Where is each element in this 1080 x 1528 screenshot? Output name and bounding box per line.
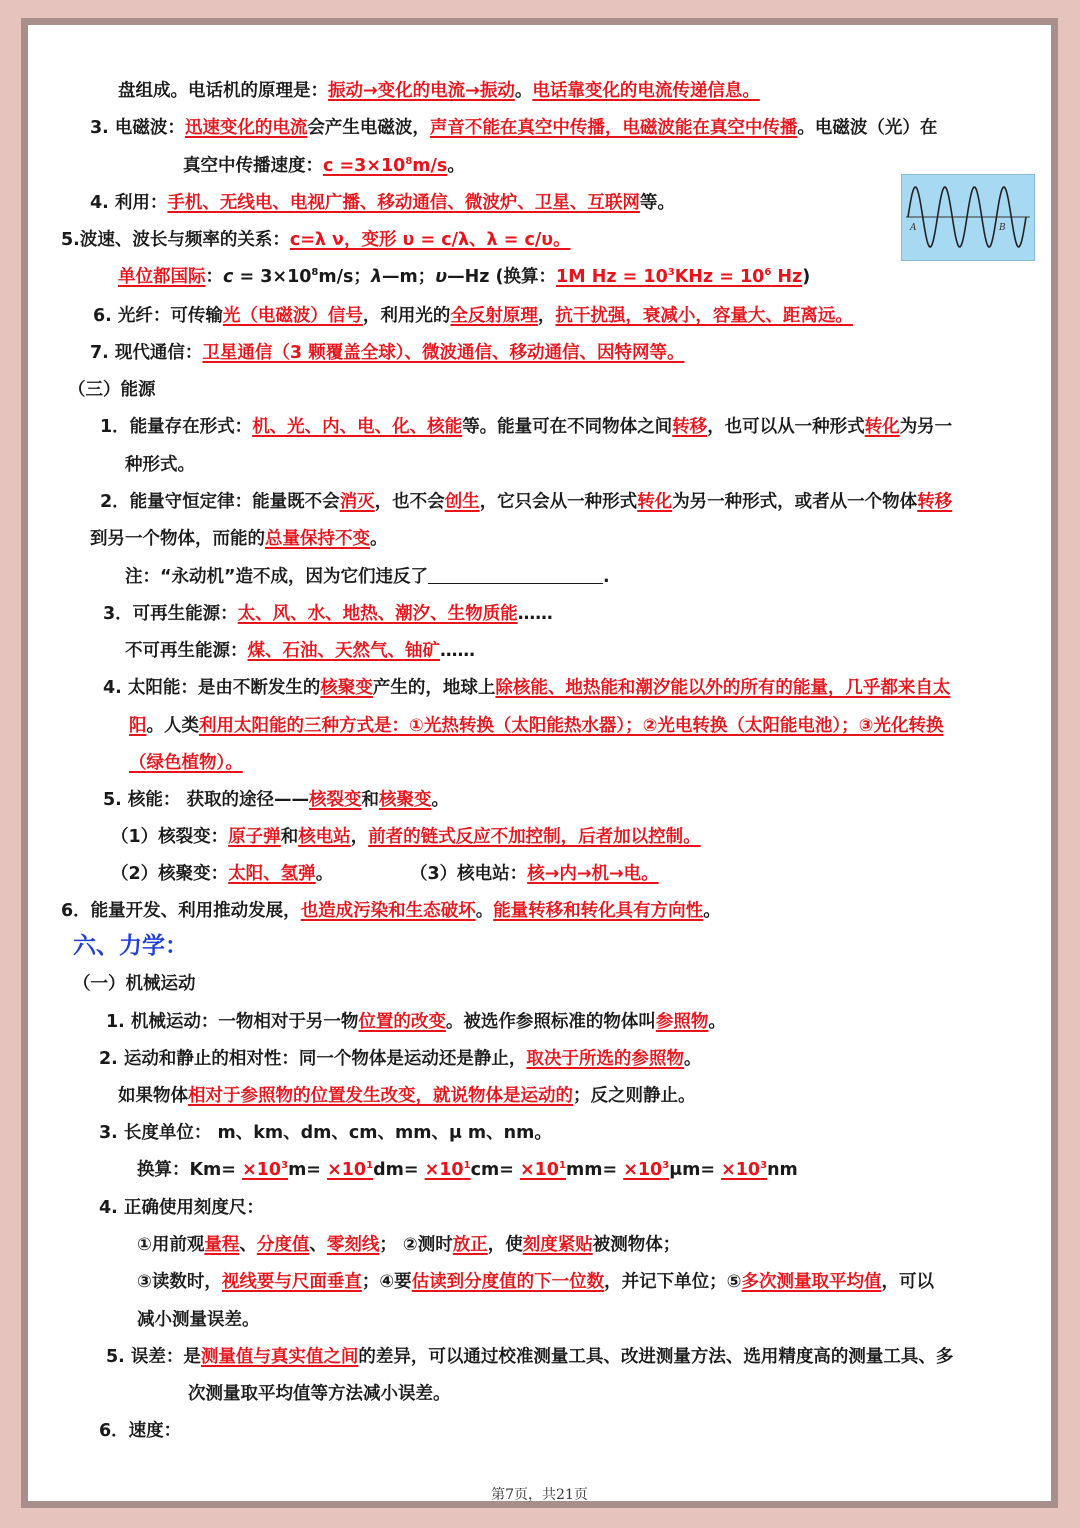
text-line: 2．能量守恒定律：能量既不会消灭，也不会创生，它只会从一种形式转化为另一种形式，或者从一个物体转移 [100,492,953,512]
text-line: 次测量取平均值等方法减小误差。 [188,1384,451,1404]
wave-label-b: B [999,223,1006,233]
section-heading: （三）能源 [68,380,156,400]
text-line: 种形式。 [125,455,195,475]
chapter-heading: 六、力学： [73,933,188,959]
text-line: 盘组成。电话机的原理是：振动→变化的电流→振动。电话靠变化的电流传递信息。 [118,81,760,101]
text-line: 4. 正确使用刻度尺： [99,1198,264,1218]
text-line: （1）核裂变：原子弹和核电站，前者的链式反应不加控制，后者加以控制。 [111,827,701,847]
text-line: 6．能量开发、利用推动发展，也造成污染和生态破坏。能量转移和转化具有方向性。 [61,901,721,921]
text-line: 3．可再生能源：太、风、水、地热、潮汐、生物质能…… [103,604,553,624]
text-line: 5.波速、波长与频率的关系：c=λ ν，变形 υ = c/λ、λ = c/υ。 [61,230,571,250]
text-line: （3）核电站：核→内→机→电。 [410,864,659,884]
text-line: 如果物体相对于参照物的位置发生改变，就说物体是运动的；反之则静止。 [118,1086,696,1106]
text-line: 5. 核能： 获取的途径——核裂变和核聚变。 [103,790,450,810]
text-line: ①用前观量程、分度值、零刻线； ②测时放正，使刻度紧贴被测物体； [137,1235,681,1255]
wave-label-a: A [910,223,917,233]
text-line: 单位都国际：$c = 3\times 10^8m/s$；λ—m；υ—Hz (换算：1M $Hz = 10^3KHz = 10^6$ Hz) [118,267,811,287]
text-line: 6．速度： [99,1421,182,1441]
text-line: 注：“永动机”造不成，因为它们违反了 . [125,567,610,587]
fill-in-blank [428,567,603,584]
section-heading: （一）机械运动 [73,974,196,994]
text-line: 3. 电磁波：迅速变化的电流会产生电磁波，声音不能在真空中传播，电磁波能在真空中传播。电磁波（光）在 [90,118,938,138]
text-line: 1. 机械运动：一物相对于另一物位置的改变。被选作参照标准的物体叫参照物。 [106,1012,726,1032]
text-line: （2）核聚变：太阳、氢弹。 [111,864,334,884]
text-line: 减小测量误差。 [137,1310,260,1330]
text-line: 4. 太阳能：是由不断发生的核聚变产生的，地球上除核能、地热能和潮汐能以外的所有的能量，几乎都来自太 [103,678,951,698]
text-line: 真空中传播速度：$c =3\times 10^8m/s$。 [183,156,465,176]
text-line: 2. 运动和静止的相对性：同一个物体是运动还是静止，取决于所选的参照物。 [99,1049,702,1069]
wave-figure [901,174,1035,261]
page-frame [21,18,1058,1508]
text-line: 阳。人类利用太阳能的三种方式是：①光热转换（太阳能热水器）；②光电转换（太阳能电池）；③光化转换 [129,716,944,736]
text-line: 7. 现代通信：卫星通信（3 颗覆盖全球）、微波通信、移动通信、因特网等。 [90,343,685,363]
text-line: 1．能量存在形式：机、光、内、电、化、核能等。能量可在不同物体之间转移，也可以从一种形式转化为另一 [100,417,953,437]
text-line: 换算：$Km= \times 10^3m= \times 10^1dm= \times 10^1cm= \times 10^1mm= \times 10^3\mu m= \times 10^3nm$ [137,1160,798,1180]
text-line: （绿色植物）。 [129,753,243,773]
text-line: ③读数时，视线要与尺面垂直；④要估读到分度值的下一位数，并记下单位；⑤多次测量取平均值，可以 [137,1272,934,1292]
text-line: 5. 误差：是测量值与真实值之间的差异，可以通过校准测量工具、改进测量方法、选用精度高的测量工具、多 [106,1347,954,1367]
text-line: 6. 光纤：可传输光（电磁波）信号，利用光的全反射原理，抗干扰强，衰减小，容量大、距离远。 [93,306,853,326]
text-line: 到另一个物体，而能的总量保持不变。 [90,529,388,549]
text-line: 4. 利用：手机、无线电、电视广播、移动通信、微波炉、卫星、互联网等。 [90,193,675,213]
page-number: 第7页，共21页 [491,1487,588,1503]
document-page [28,25,1051,1501]
text-line: 不可再生能源：煤、石油、天然气、铀矿…… [125,641,475,661]
text-line: 3. 长度单位： m、km、dm、cm、mm、μ m、nm。 [99,1123,552,1143]
